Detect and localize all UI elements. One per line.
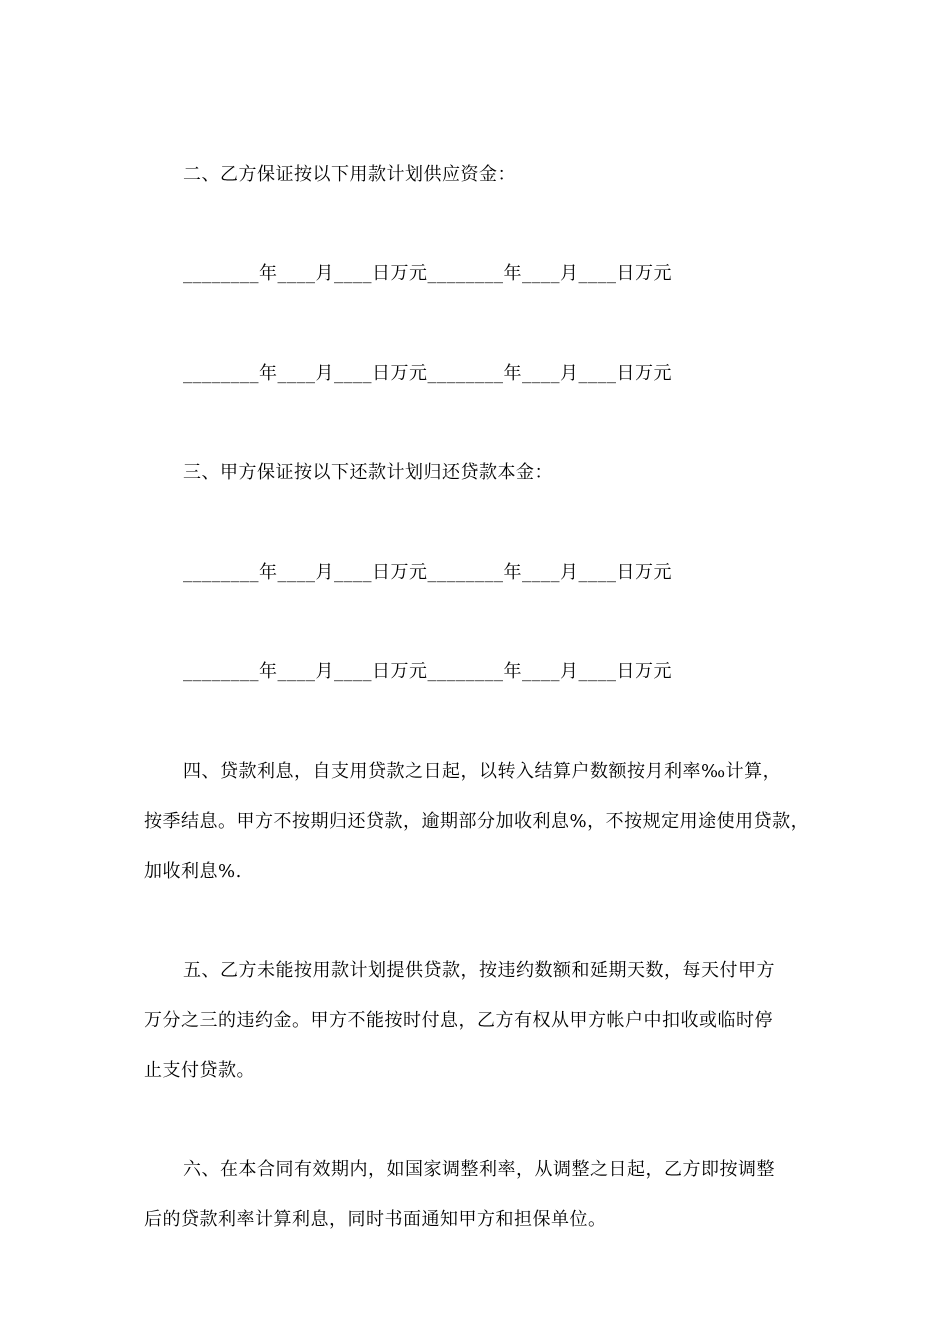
- section-4-line-3: 加收利息%.: [144, 861, 242, 882]
- section-3-heading: 三、甲方保证按以下还款计划归还贷款本金：: [183, 462, 553, 483]
- section-5-line-1: 五、乙方未能按用款计划提供贷款，按违约数额和延期天数，每天付甲方: [183, 960, 775, 981]
- section-2-heading: 二、乙方保证按以下用款计划供应资金：: [183, 164, 516, 185]
- supply-schedule-row-2: ________年____月____日万元________年____月____日万元: [183, 363, 672, 384]
- section-6-line-1: 六、在本合同有效期内，如国家调整利率，从调整之日起，乙方即按调整: [183, 1159, 775, 1180]
- section-6-line-2: 后的贷款利率计算利息，同时书面通知甲方和担保单位。: [144, 1209, 607, 1230]
- supply-schedule-row-1: ________年____月____日万元________年____月____日万元: [183, 263, 672, 284]
- repayment-schedule-row-2: ________年____月____日万元________年____月____日万元: [183, 661, 672, 682]
- section-4-line-1: 四、贷款利息，自支用贷款之日起，以转入结算户数额按月利率‰计算，: [183, 761, 782, 782]
- section-4-line-2: 按季结息。甲方不按期归还贷款，逾期部分加收利息%，不按规定用途使用贷款，: [144, 811, 810, 832]
- repayment-schedule-row-1: ________年____月____日万元________年____月____日万元: [183, 562, 672, 583]
- section-5-line-2: 万分之三的违约金。甲方不能按时付息，乙方有权从甲方帐户中扣收或临时停: [144, 1010, 773, 1031]
- section-5-line-3: 止支付贷款。: [144, 1060, 255, 1081]
